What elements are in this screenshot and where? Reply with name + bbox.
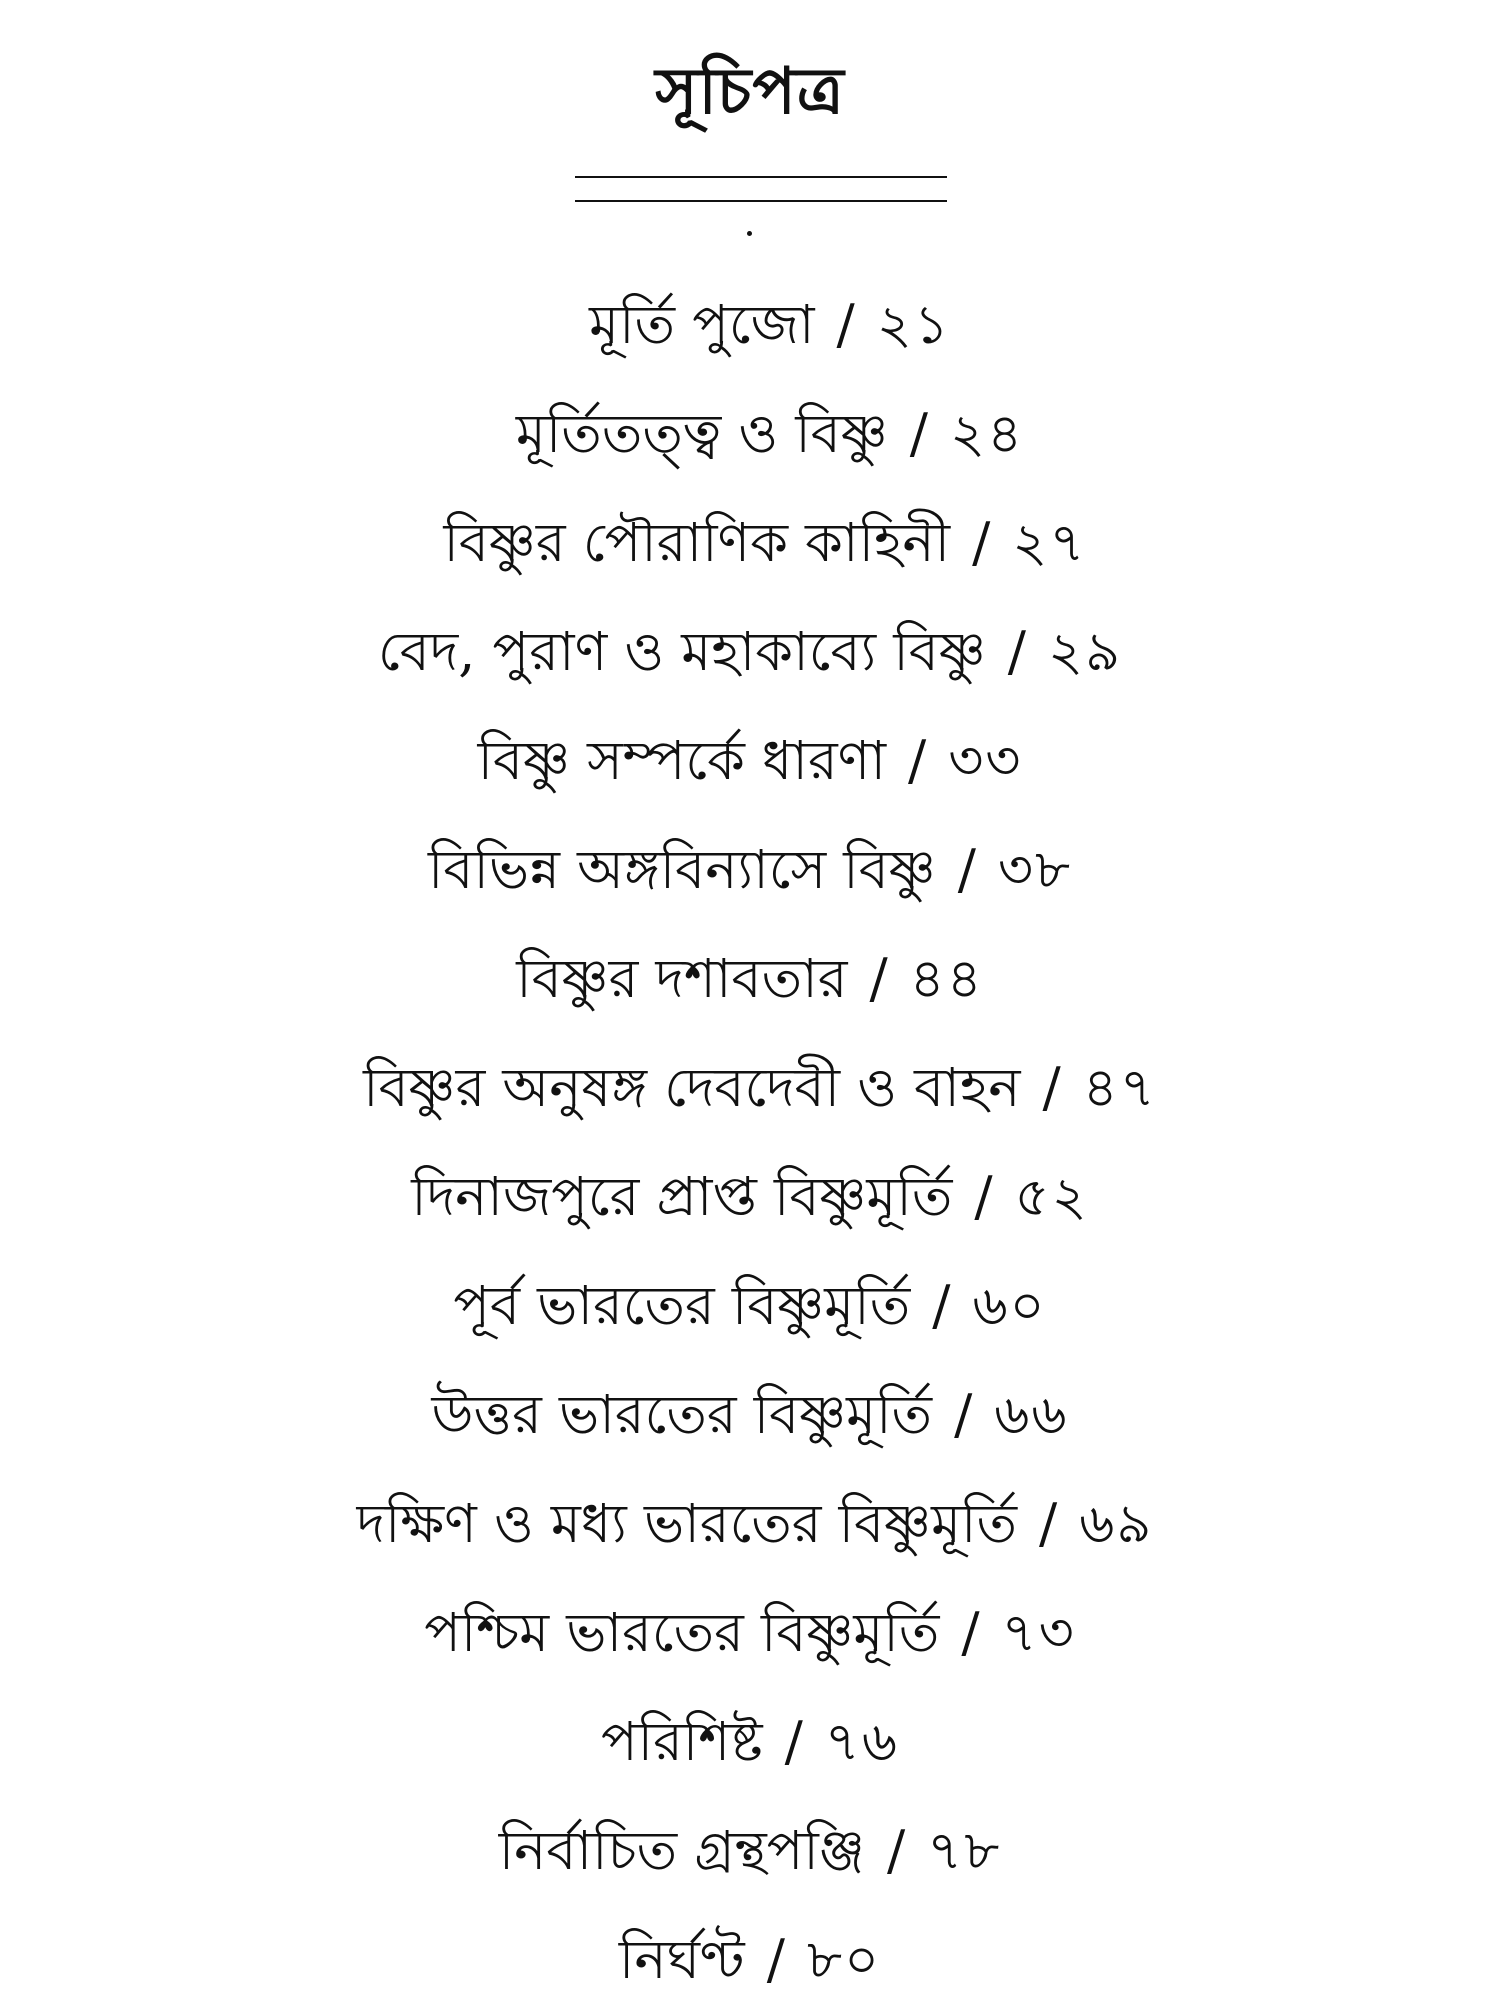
toc-entry bbox=[0, 597, 1500, 706]
page-title: সূচিপত্র bbox=[655, 54, 845, 129]
toc-entry-label: দিনাজপুরে প্রাপ্ত বিষ্ণুমূর্তি bbox=[411, 1165, 953, 1228]
toc-entry bbox=[0, 379, 1500, 488]
toc-entry bbox=[0, 706, 1500, 815]
toc-separator: / bbox=[836, 293, 855, 356]
toc-entry-label: মূর্তিতত্ত্ব ও বিষ্ণু bbox=[515, 402, 888, 465]
toc-separator: / bbox=[954, 1383, 973, 1446]
toc-entry-label: উত্তর ভারতের বিষ্ণুমূর্তি bbox=[431, 1383, 933, 1446]
toc-separator: / bbox=[932, 1274, 951, 1337]
toc-entry-label: পশ্চিম ভারতের বিষ্ণুমূর্তি bbox=[424, 1601, 940, 1664]
toc-separator: / bbox=[1039, 1492, 1058, 1555]
toc-page-number: ২৪ bbox=[949, 402, 1025, 465]
toc-entry bbox=[0, 1796, 1500, 1905]
toc-page-number: ৩৮ bbox=[997, 838, 1073, 901]
toc-separator: / bbox=[1042, 1056, 1061, 1119]
toc-entry-label: নির্ঘণ্ট bbox=[618, 1928, 745, 1991]
table-of-contents bbox=[0, 270, 1500, 2014]
toc-entry-label: দক্ষিণ ও মধ্য ভারতের বিষ্ণুমূর্তি bbox=[356, 1492, 1018, 1555]
toc-entry-label: বেদ, পুরাণ ও মহাকাব্যে বিষ্ণু bbox=[377, 620, 986, 683]
toc-separator: / bbox=[869, 947, 888, 1010]
toc-page-number: ৬৬ bbox=[994, 1383, 1069, 1446]
toc-page-number: ৮০ bbox=[806, 1928, 882, 1991]
toc-separator: / bbox=[907, 729, 927, 792]
toc-page-number: ৫২ bbox=[1014, 1165, 1089, 1228]
toc-entry-label: বিষ্ণুর অনুষঙ্গ দেবদেবী ও বাহন bbox=[363, 1056, 1021, 1119]
toc-entry bbox=[0, 1033, 1500, 1142]
toc-entry-label: নির্বাচিত গ্রন্থপঞ্জি bbox=[498, 1819, 865, 1882]
toc-entry bbox=[0, 924, 1500, 1033]
toc-separator: / bbox=[909, 402, 928, 465]
toc-page-number: ৭৮ bbox=[927, 1819, 1002, 1882]
toc-separator: / bbox=[886, 1819, 906, 1882]
toc-entry-label: মূর্তি পুজো bbox=[589, 293, 815, 356]
toc-separator: / bbox=[957, 838, 976, 901]
toc-entry bbox=[0, 1687, 1500, 1796]
toc-entry bbox=[0, 270, 1500, 379]
toc-page-number: ২১ bbox=[876, 293, 951, 356]
toc-entry bbox=[0, 1578, 1500, 1687]
toc-separator: / bbox=[784, 1710, 803, 1773]
toc-entry-label: বিষ্ণু সম্পর্কে ধারণা bbox=[477, 729, 886, 792]
toc-separator: / bbox=[974, 1165, 993, 1228]
toc-page-number: ৬০ bbox=[972, 1274, 1047, 1337]
toc-entry-label: বিষ্ণুর দশাবতার bbox=[516, 947, 848, 1010]
toc-page-number: ৭৬ bbox=[824, 1710, 900, 1773]
toc-entry bbox=[0, 488, 1500, 597]
toc-entry bbox=[0, 1360, 1500, 1469]
toc-entry bbox=[0, 1251, 1500, 1360]
toc-page-number: ৪৪ bbox=[909, 947, 984, 1010]
toc-entry bbox=[0, 1469, 1500, 1578]
toc-entry-label: পূর্ব ভারতের বিষ্ণুমূর্তি bbox=[453, 1274, 911, 1337]
toc-page-number: ৬৯ bbox=[1079, 1492, 1154, 1555]
toc-entry-label: পরিশিষ্ট bbox=[600, 1710, 763, 1773]
title-rule-top bbox=[575, 176, 947, 178]
toc-entry-label: বিষ্ণুর পৌরাণিক কাহিনী bbox=[443, 511, 951, 574]
title-rule-bottom bbox=[575, 200, 947, 202]
toc-entry-label: বিভিন্ন অঙ্গবিন্যাসে বিষ্ণু bbox=[427, 838, 936, 901]
toc-separator: / bbox=[766, 1928, 785, 1991]
toc-separator: / bbox=[972, 511, 991, 574]
toc-entry bbox=[0, 1905, 1500, 2014]
toc-page-number: ৩৩ bbox=[948, 729, 1023, 792]
toc-separator: / bbox=[961, 1601, 980, 1664]
toc-page-number: ৪৭ bbox=[1082, 1056, 1157, 1119]
toc-entry bbox=[0, 1142, 1500, 1251]
toc-entry bbox=[0, 815, 1500, 924]
toc-page-number: ৭৩ bbox=[1001, 1601, 1076, 1664]
toc-separator: / bbox=[1007, 620, 1026, 683]
toc-page-number: ২৭ bbox=[1012, 511, 1087, 574]
toc-page-number: ২৯ bbox=[1047, 620, 1123, 683]
ornament-dot bbox=[747, 231, 752, 236]
